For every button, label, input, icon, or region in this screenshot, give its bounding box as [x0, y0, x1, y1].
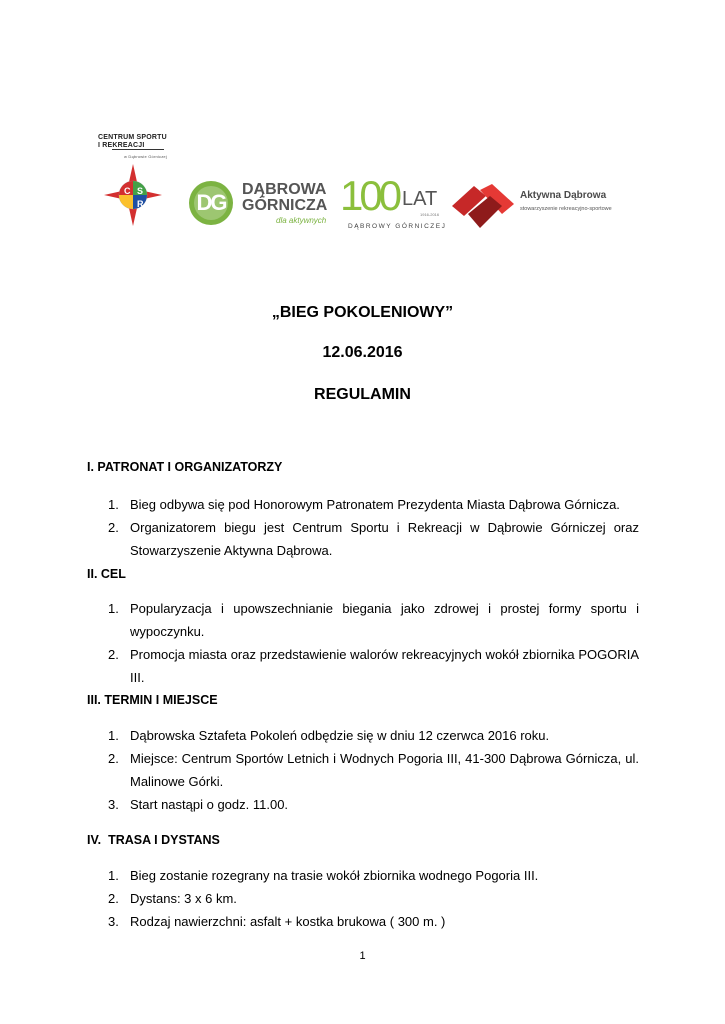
item-number: 3. — [108, 914, 119, 929]
list-item — [108, 910, 639, 933]
document-date: 12.06.2016 — [322, 344, 403, 361]
csr-letter-c: C — [124, 186, 131, 196]
dg-tagline: dla aktywnych — [276, 216, 327, 225]
item-number: 2. — [108, 891, 119, 906]
item-text: Dąbrowska Sztafeta Pokoleń odbędzie się w dniu 12 czerwca 2016 roku. — [130, 728, 550, 743]
item-number: 1. — [108, 728, 119, 743]
csr-line3: w Dąbrowie Górniczej — [124, 154, 167, 159]
list-item — [108, 887, 639, 910]
list-item — [108, 597, 639, 643]
item-number: 3. — [108, 797, 119, 812]
item-number: 2. — [108, 647, 119, 662]
dg-line1: DĄBROWA — [242, 181, 327, 198]
list-item — [108, 493, 639, 516]
item-number: 1. — [108, 868, 119, 883]
item-text: Organizatorem biegu jest Centrum Sportu i Rekreacji w Dąbrowie Górniczej oraz Stowarzyszenie Aktywna Dąbrowa. — [130, 520, 639, 558]
page-number: 1 — [359, 950, 366, 962]
item-text: Bieg zostanie rozegrany na trasie wokół zbiornika wodnego Pogoria III. — [130, 868, 539, 883]
list-item — [108, 516, 639, 562]
list-item — [108, 864, 639, 887]
lat100-caption: DĄBROWY GÓRNICZEJ — [348, 223, 447, 230]
document-subtitle: REGULAMIN — [314, 386, 411, 403]
document-title: „BIEG POKOLENIOWY” — [271, 304, 454, 321]
csr-letter-s: S — [137, 186, 144, 196]
list-item — [108, 793, 639, 816]
item-number: 1. — [108, 497, 119, 512]
aktywna-dabrowa-mark-icon — [452, 184, 514, 228]
csr-line2: I REKREACJI — [98, 142, 145, 149]
item-number: 1. — [108, 601, 119, 616]
dg-line2: GÓRNICZA — [242, 197, 328, 214]
item-text: Start nastąpi o godz. 11.00. — [130, 797, 289, 812]
section-heading: IV. TRASA I DYSTANS — [87, 833, 220, 847]
section-heading: II. CEL — [87, 567, 126, 581]
dabrowa-gornicza-logo — [188, 180, 330, 228]
csr-letter-r: R — [137, 199, 144, 209]
item-text: Bieg odbywa się pod Honorowym Patronatem Prezydenta Miasta Dąbrowa Górnicza. — [130, 497, 620, 512]
item-number: 2. — [108, 520, 119, 535]
list-item — [108, 643, 639, 689]
item-text: Popularyzacja i upowszechnianie biegania jako zdrowej i prostej formy sportu i wypoczynku. — [130, 601, 639, 639]
item-text: Rodzaj nawierzchni: asfalt + kostka brukowa ( 300 m. ) — [130, 914, 446, 929]
item-number: 2. — [108, 751, 119, 766]
list-item — [108, 747, 639, 793]
csr-line1: CENTRUM SPORTU — [98, 134, 167, 141]
lat100-number: 100 — [340, 172, 399, 219]
lat100-logo — [340, 172, 447, 236]
lat100-word: LAT — [402, 188, 438, 210]
aktywna-dabrowa-subtitle: stowarzyszenie rekreacyjno-sportowe — [520, 206, 612, 212]
section-heading: III. TERMIN I MIEJSCE — [87, 693, 218, 707]
logos-row — [0, 128, 725, 238]
aktywna-dabrowa-logo — [452, 184, 622, 232]
item-text: Dystans: 3 x 6 km. — [130, 891, 237, 906]
item-text: Miejsce: Centrum Sportów Letnich i Wodnych Pogoria III, 41-300 Dąbrowa Górnicza, ul. Malinowe Górki. — [130, 751, 639, 789]
lat100-small: 1916-2016 — [420, 212, 440, 217]
item-text: Promocja miasta oraz przedstawienie walorów rekreacyjnych wokół zbiornika POGORIA III. — [130, 647, 639, 685]
dg-monogram: DG — [196, 190, 226, 215]
aktywna-dabrowa-title: Aktywna Dąbrowa — [520, 190, 607, 201]
csr-logo — [96, 134, 168, 234]
list-item — [108, 724, 639, 747]
section-heading: I. PATRONAT I ORGANIZATORZY — [87, 460, 283, 474]
